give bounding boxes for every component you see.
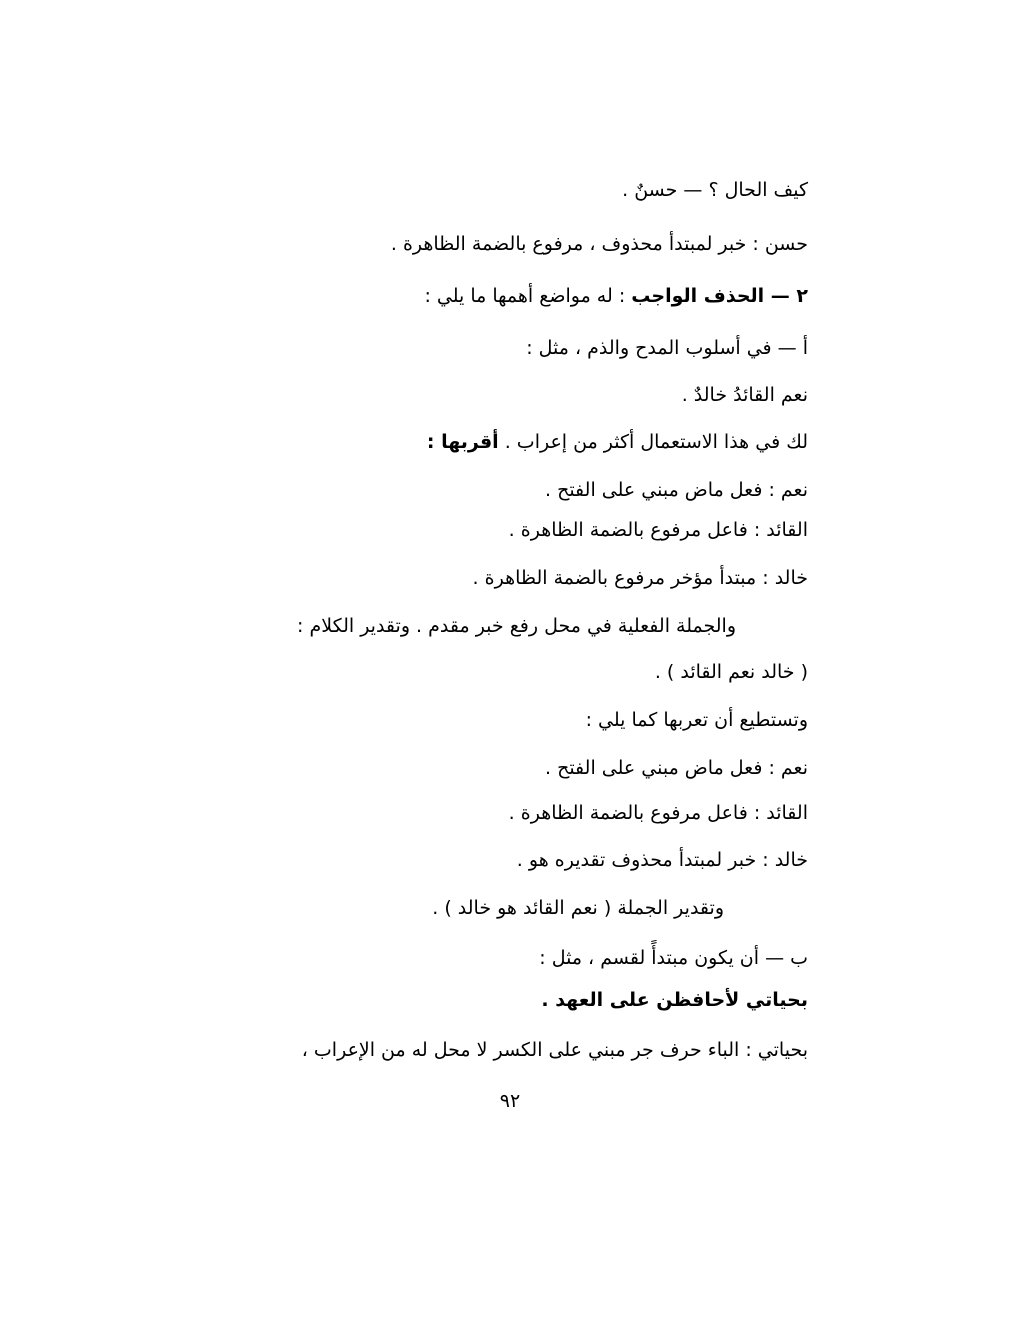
text-line: حسن : خبر لمبتدأ محذوف ، مرفوع بالضمة الظاهرة . <box>390 233 808 255</box>
text-line: وتستطيع أن تعربها كما يلي : <box>585 709 808 731</box>
example-line: بحياتي لأحافظن على العهد . <box>541 989 808 1011</box>
text-line: وتقدير الجملة ( نعم القائد هو خالد ) . <box>432 897 724 919</box>
text-line: القائد : فاعل مرفوع بالضمة الظاهرة . <box>508 519 808 541</box>
text-span: : له مواضع أهمها ما يلي : <box>424 285 632 307</box>
text-line: ب — أن يكون مبتدأً لقسم ، مثل : <box>539 947 808 969</box>
example-line: نعم القائدُ خالدٌ . <box>681 384 808 406</box>
bold-span: أقربها : <box>426 431 499 453</box>
text-line: خالد : خبر لمبتدأ محذوف تقديره هو . <box>516 849 808 871</box>
text-line: أ — في أسلوب المدح والذم ، مثل : <box>526 337 808 359</box>
section-heading: ٢ — الحذف الواجب <box>631 285 808 307</box>
text-line: كيف الحال ؟ — حسنٌ . <box>622 179 808 201</box>
text-line: ( خالد نعم القائد ) . <box>654 661 808 683</box>
text-line: القائد : فاعل مرفوع بالضمة الظاهرة . <box>508 802 808 824</box>
text-span: لك في هذا الاستعمال أكثر من إعراب . <box>498 431 808 453</box>
text-line: خالد : مبتدأ مؤخر مرفوع بالضمة الظاهرة . <box>472 567 808 589</box>
text-line: نعم : فعل ماض مبني على الفتح . <box>544 757 808 779</box>
section-heading-line <box>424 282 808 310</box>
text-line: بحياتي : الباء حرف جر مبني على الكسر لا محل له من الإعراب ، <box>301 1039 808 1061</box>
text-line <box>427 428 808 456</box>
text-line: والجملة الفعلية في محل رفع خبر مقدم . وتقدير الكلام : <box>297 615 736 637</box>
text-line: نعم : فعل ماض مبني على الفتح . <box>544 479 808 501</box>
page-number: ٩٢ <box>499 1090 521 1112</box>
